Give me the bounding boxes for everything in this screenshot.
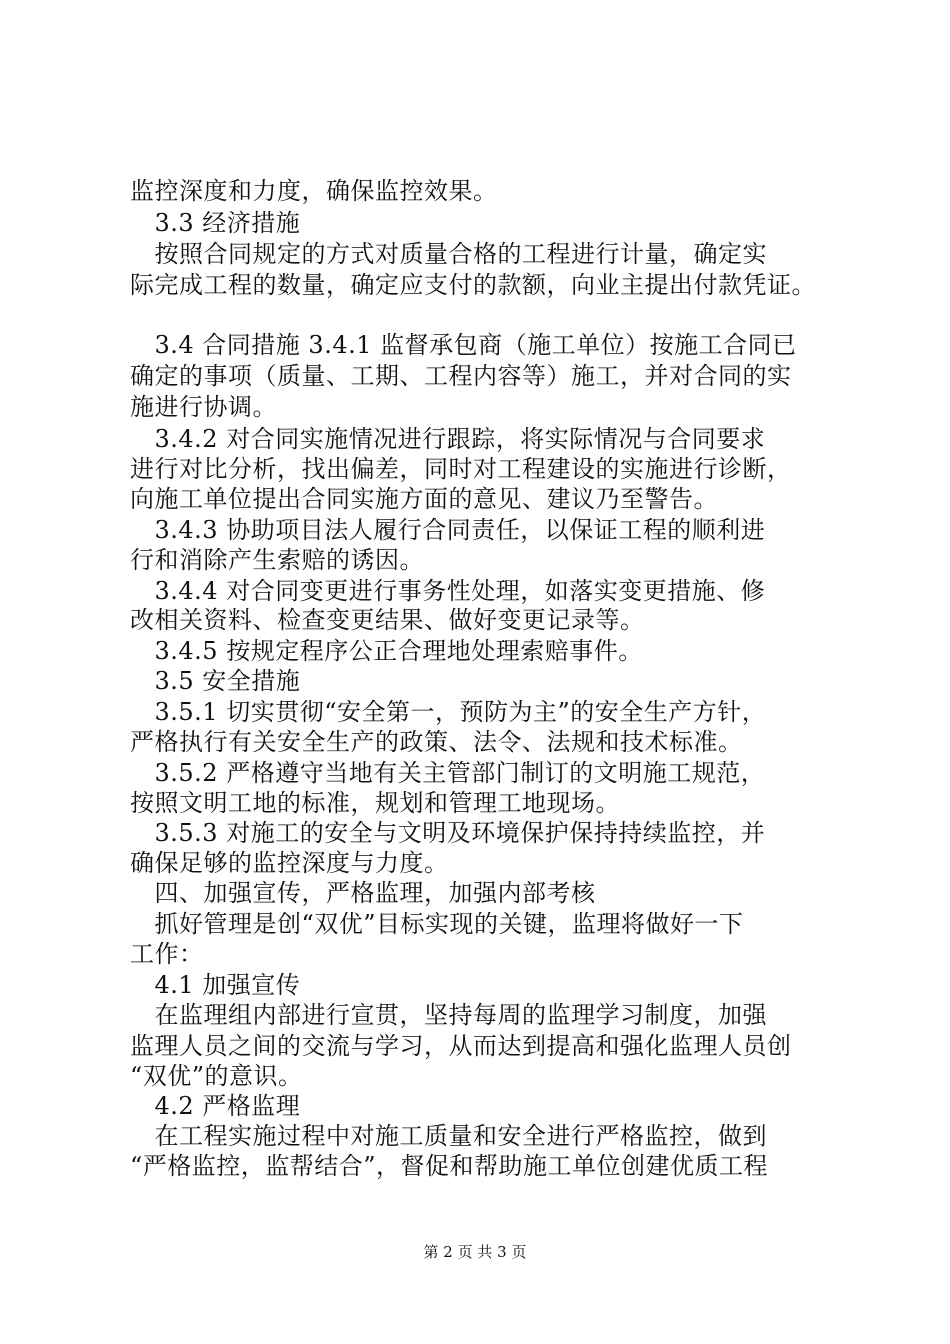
text-line: 按照合同规定的方式对质量合格的工程进行计量，确定实 xyxy=(130,240,767,268)
page-footer: 第 2 页 共 3 页 xyxy=(423,1243,527,1261)
text-line: 监控深度和力度，确保监控效果。 xyxy=(130,177,498,205)
text-line: 确定的事项（质量、工期、工程内容等）施工，并对合同的实 xyxy=(130,362,792,390)
text-line: 工作： xyxy=(130,940,204,968)
text-line: 在监理组内部进行宣贯，坚持每周的监理学习制度，加强 xyxy=(130,1001,767,1029)
text-line: 在工程实施过程中对施工质量和安全进行严格监控，做到 xyxy=(130,1122,767,1150)
text-line: 行和消除产生索赔的诱因。 xyxy=(130,546,424,574)
text-line: 3.4.5 按规定程序公正合理地处理索赔事件。 xyxy=(130,637,643,665)
text-line: 3.4.4 对合同变更进行事务性处理，如落实变更措施、修 xyxy=(130,577,766,605)
text-line: “双优”的意识。 xyxy=(130,1062,303,1090)
text-line: “严格监控，监帮结合”，督促和帮助施工单位创建优质工程 xyxy=(130,1152,769,1180)
text-line: 按照文明工地的标准，规划和管理工地现场。 xyxy=(130,789,620,817)
section-heading: 3.3 经济措施 xyxy=(130,209,301,237)
text-line: 3.5.1 切实贯彻“安全第一，预防为主”的安全生产方针， xyxy=(130,698,767,726)
section-heading: 3.5 安全措施 xyxy=(130,667,301,695)
text-line: 确保足够的监控深度与力度。 xyxy=(130,849,449,877)
text-line: 进行对比分析，找出偏差，同时对工程建设的实施进行诊断， xyxy=(130,455,792,483)
text-line: 3.5.2 严格遵守当地有关主管部门制订的文明施工规范， xyxy=(130,759,766,787)
text-line: 监理人员之间的交流与学习，从而达到提高和强化监理人员创 xyxy=(130,1032,792,1060)
text-line: 3.5.3 对施工的安全与文明及环境保护保持持续监控，并 xyxy=(130,819,766,847)
text-line: 际完成工程的数量，确定应支付的款额，向业主提出付款凭证。 xyxy=(130,271,816,299)
text-line: 3.4 合同措施 3.4.1 监督承包商（施工单位）按施工合同已 xyxy=(130,331,797,359)
text-line: 3.4.2 对合同实施情况进行跟踪，将实际情况与合同要求 xyxy=(130,425,766,453)
section-heading: 4.1 加强宣传 xyxy=(130,971,301,999)
text-line: 向施工单位提出合同实施方面的意见、建议乃至警告。 xyxy=(130,485,718,513)
text-line: 3.4.3 协助项目法人履行合同责任，以保证工程的顺利进 xyxy=(130,516,766,544)
section-heading: 四、加强宣传，严格监理，加强内部考核 xyxy=(130,879,596,907)
section-heading: 4.2 严格监理 xyxy=(130,1092,301,1120)
text-line: 抓好管理是创“双优”目标实现的关键，监理将做好一下 xyxy=(130,910,744,938)
text-line: 改相关资料、检查变更结果、做好变更记录等。 xyxy=(130,606,645,634)
text-line: 施进行协调。 xyxy=(130,393,277,421)
text-line: 严格执行有关安全生产的政策、法令、法规和技术标准。 xyxy=(130,728,743,756)
